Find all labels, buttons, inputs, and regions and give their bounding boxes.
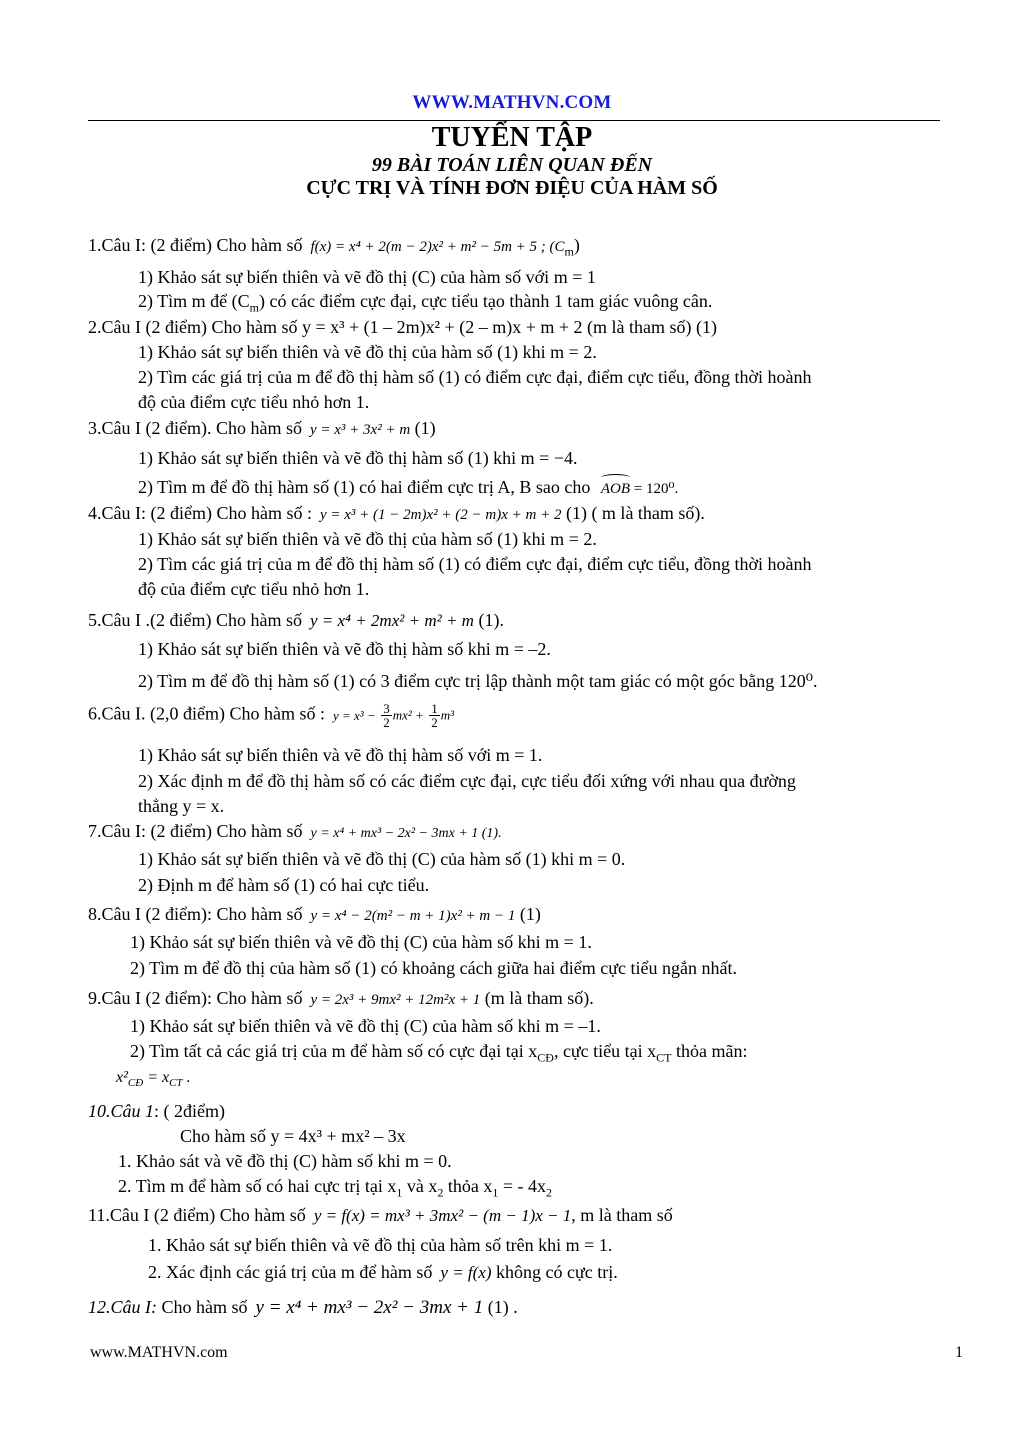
- problem-9-line: 9.Câu I (2 điểm): Cho hàm số y = 2x³ + 9mx² + 12m²x + 1 (m là tham số).: [88, 988, 594, 1008]
- problem-6-part-2: 2) Xác định m để đồ thị hàm số có các điểm cực đại, cực tiểu đối xứng với nhau qua đường: [138, 771, 796, 791]
- problem-5-part-1: 1) Khảo sát sự biến thiên và vẽ đồ thị hàm số khi m = –2.: [138, 639, 551, 659]
- problem-1-part-1: 1) Khảo sát sự biến thiên và vẽ đồ thị (C) của hàm số với m = 1: [138, 267, 596, 287]
- problem-7-line: 7.Câu I: (2 điểm) Cho hàm số y = x⁴ + mx³ − 2x² − 3mx + 1 (1).: [88, 821, 502, 841]
- problem-2-part-2: 2) Tìm các giá trị của m để đồ thị hàm số (1) có điểm cực đại, điểm cực tiểu, đồng thời hoành: [138, 367, 812, 387]
- fraction-3-2: $\frac{3}{2}$: [383, 701, 390, 730]
- page-subtitle-2: CỰC TRỊ VÀ TÍNH ĐƠN ĐIỆU CỦA HÀM SỐ: [306, 177, 718, 199]
- problem-7-part-2: 2) Định m để hàm số (1) có hai cực tiểu.: [138, 875, 430, 895]
- problem-4-part-2: 2) Tìm các giá trị của m để đồ thị hàm số (1) có điểm cực đại, điểm cực tiểu, đồng thời hoành: [138, 554, 812, 574]
- problem-1-line: 1.Câu I: (2 điểm) Cho hàm số f(x) = x⁴ + 2(m − 2)x² + m² − 5m + 5 ; $(C_m)$: [88, 235, 580, 259]
- problem-9-part-2: 2) Tìm tất cả các giá trị của m để hàm số có cực đại tại $x_{CĐ}$, cực tiểu tại $x_{CT}$ thỏa mãn:: [130, 1041, 748, 1065]
- problem-10-function: Cho hàm số y = 4x³ + mx² – 3x: [180, 1126, 406, 1146]
- problem-11-line: 11.Câu I (2 điểm) Cho hàm số y = f(x) = mx³ + 3mx² − (m − 1)x − 1, m là tham số: [88, 1205, 673, 1225]
- header-divider: [88, 120, 940, 121]
- problem-2-part-1: 1) Khảo sát sự biến thiên và vẽ đồ thị của hàm số (1) khi m = 2.: [138, 342, 597, 362]
- problem-8-part-2: 2) Tìm m để đồ thị của hàm số (1) có khoảng cách giữa hai điểm cực tiểu ngắn nhất.: [130, 958, 737, 978]
- problem-3-part-2: 2) Tìm m để đồ thị hàm số (1) có hai điểm cực trị A, B sao cho AOB = 120⁰.: [138, 476, 678, 500]
- footer-site-link[interactable]: www.MATHVN.com: [90, 1344, 228, 1361]
- problem-4-line: 4.Câu I: (2 điểm) Cho hàm số : y = x³ + (1 − 2m)x² + (2 − m)x + m + 2 (1) ( m là tham số).: [88, 503, 705, 523]
- site-header-link[interactable]: WWW.MATHVN.COM: [412, 92, 612, 113]
- problem-6-line: 6.Câu I. (2,0 điểm) Cho hàm số : y = x³ − $\frac{3}{2}$ mx² + $\frac{1}{2}$ m³: [88, 701, 455, 730]
- problem-8-part-1: 1) Khảo sát sự biến thiên và vẽ đồ thị (C) của hàm số khi m = 1.: [130, 932, 592, 952]
- problem-10-part-2: 2. Tìm m để hàm số có hai cực trị tại $x_1$ và $x_2$ thỏa $x_1$ = - $4x_2$: [118, 1176, 553, 1200]
- title-block: [0, 122, 1024, 200]
- problem-1-part-2: 2) Tìm m để $(C_m)$ có các điểm cực đại, cực tiểu tạo thành 1 tam giác vuông cân.: [138, 291, 713, 315]
- fraction-1-2: $\frac{1}{2}$: [431, 701, 438, 730]
- problem-4-part-1: 1) Khảo sát sự biến thiên và vẽ đồ thị của hàm số (1) khi m = 2.: [138, 529, 597, 549]
- problem-11-part-2: 2. Xác định các giá trị của m để hàm số y = f(x) không có cực trị.: [148, 1262, 618, 1282]
- problem-11-part-1: 1. Khảo sát sự biến thiên và vẽ đồ thị của hàm số trên khi m = 1.: [148, 1235, 613, 1255]
- problem-3-line: 3.Câu I (2 điểm). Cho hàm số y = x³ + 3x² + m (1): [88, 418, 436, 438]
- problem-3-part-1: 1) Khảo sát sự biến thiên và vẽ đồ thị hàm số (1) khi m = −4.: [138, 448, 578, 468]
- problem-8-line: 8.Câu I (2 điểm): Cho hàm số y = x⁴ − 2(m² − m + 1)x² + m − 1 (1): [88, 904, 541, 924]
- angle-aob: AOB: [601, 478, 630, 500]
- problem-7-part-1: 1) Khảo sát sự biến thiên và vẽ đồ thị (C) của hàm số (1) khi m = 0.: [138, 849, 626, 869]
- page-number: 1: [955, 1344, 963, 1361]
- problem-12-line: 12.Câu I: Cho hàm số y = x⁴ + mx³ − 2x² − 3mx + 1 (1) .: [88, 1297, 518, 1318]
- problem-2-line: 2.Câu I (2 điểm) Cho hàm số y = x³ + (1 – 2m)x² + (2 – m)x + m + 2 (m là tham số) (1): [88, 317, 717, 337]
- problem-9-condition: $x^2_{CĐ} = x_{CT}$ .: [116, 1069, 191, 1090]
- problem-10-part-1: 1. Khảo sát và vẽ đồ thị (C) hàm số khi m = 0.: [118, 1151, 452, 1171]
- page-title: TUYỂN TẬP: [431, 122, 593, 153]
- problem-2-part-2-cont: độ của điểm cực tiểu nhỏ hơn 1.: [138, 392, 370, 412]
- problem-5-part-2: 2) Tìm m để đồ thị hàm số (1) có 3 điểm cực trị lập thành một tam giác có một góc bằng 120⁰.: [138, 671, 818, 691]
- problem-6-part-1: 1) Khảo sát sự biến thiên và vẽ đồ thị hàm số với m = 1.: [138, 745, 543, 765]
- problem-5-line: 5.Câu I .(2 điểm) Cho hàm số y = x⁴ + 2mx² + m² + m (1).: [88, 610, 504, 630]
- page-subtitle: 99 BÀI TOÁN LIÊN QUAN ĐẾN: [371, 154, 653, 176]
- problem-9-part-1: 1) Khảo sát sự biến thiên và vẽ đồ thị (C) của hàm số khi m = –1.: [130, 1016, 601, 1036]
- problem-6-part-2-cont: thẳng y = x.: [138, 796, 225, 816]
- problem-10-line: 10.Câu 1: ( 2điểm): [88, 1101, 225, 1121]
- problem-4-part-2-cont: độ của điểm cực tiểu nhỏ hơn 1.: [138, 579, 370, 599]
